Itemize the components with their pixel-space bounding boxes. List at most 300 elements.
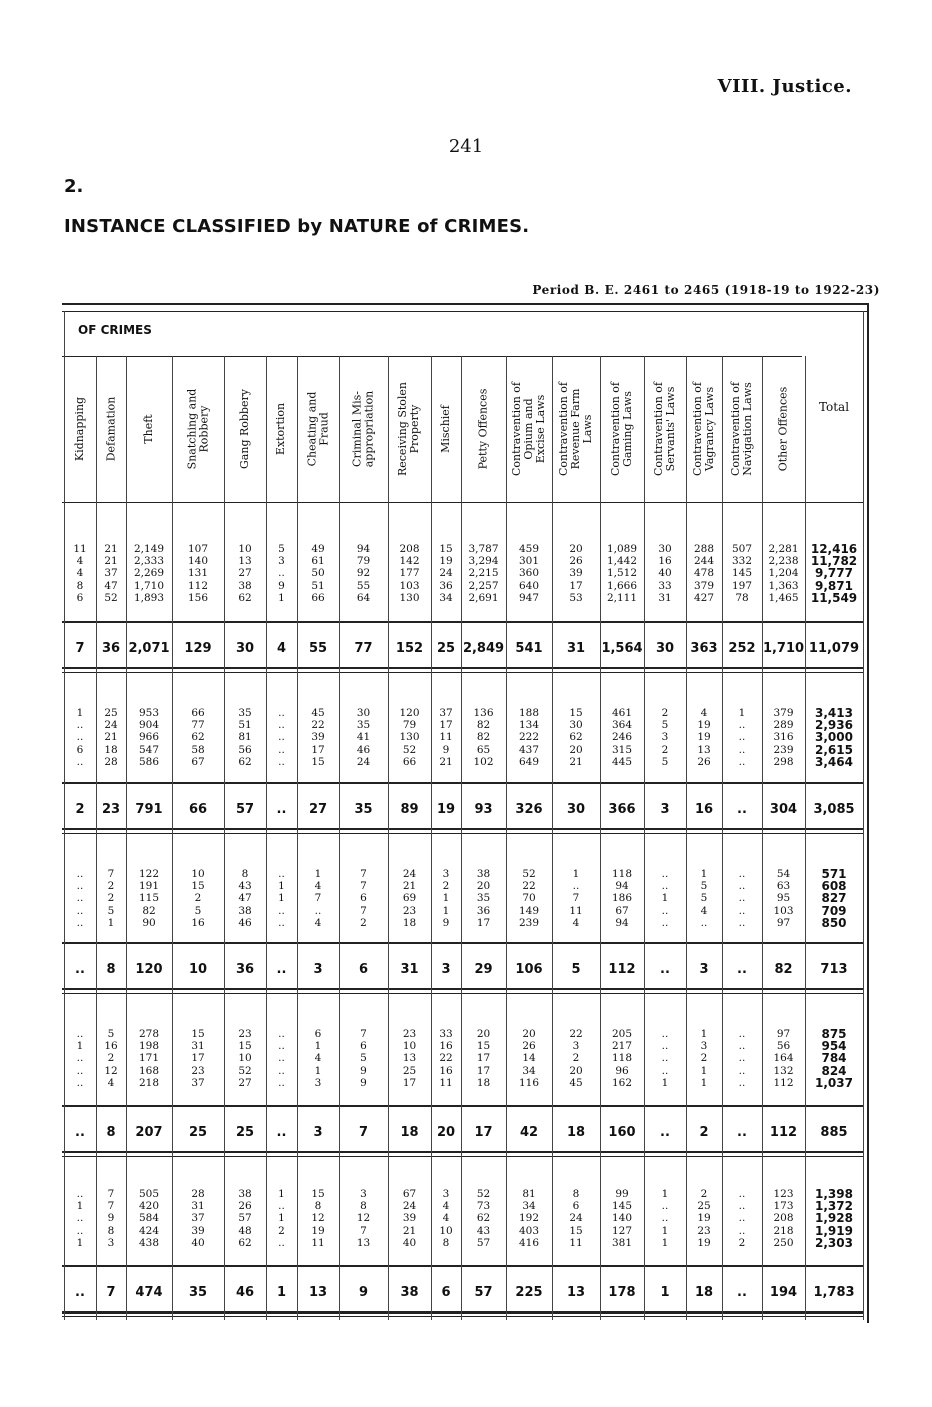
table-cell: 18 bbox=[476, 1076, 491, 1089]
table-cell: 62 bbox=[569, 731, 583, 744]
table-cell: .. bbox=[738, 743, 746, 756]
table-cell: 4 bbox=[314, 916, 322, 929]
summary-cell: 30 bbox=[655, 641, 675, 656]
table-cell: 65 bbox=[476, 743, 491, 756]
table-cell: 38 bbox=[238, 1188, 252, 1200]
table-cell: 7 bbox=[107, 1188, 115, 1200]
table-cell: 6 bbox=[360, 1040, 367, 1053]
table-cell: 22 bbox=[522, 880, 536, 893]
table-cell: 288 bbox=[693, 543, 715, 555]
summary-cell: 6 bbox=[358, 962, 369, 977]
table-cell: 7 bbox=[360, 1028, 367, 1040]
table-cell: 27 bbox=[238, 567, 252, 580]
column-header-label: Contravention of Navigation Laws bbox=[729, 381, 755, 477]
table-cell: 5 bbox=[700, 892, 708, 905]
table-cell: 7 bbox=[107, 1200, 115, 1213]
table-cell: 461 bbox=[611, 707, 633, 719]
table-cell: 52 bbox=[402, 743, 417, 756]
table-cell: 3 bbox=[661, 731, 669, 744]
column-header-label: Cheating and Fraud bbox=[305, 391, 331, 467]
table-cell: .. bbox=[76, 1224, 84, 1237]
summary-cell: .. bbox=[276, 802, 287, 817]
horizontal-rule bbox=[62, 311, 867, 312]
table-cell: 31 bbox=[191, 1200, 205, 1213]
table-cell: 45 bbox=[569, 1076, 583, 1089]
table-cell: 2,238 bbox=[768, 555, 799, 568]
table-cell: .. bbox=[661, 1064, 669, 1077]
summary-cell: 18 bbox=[566, 1125, 586, 1140]
table-cell: .. bbox=[661, 880, 669, 893]
table-cell: 94 bbox=[615, 916, 629, 929]
table-cell: 34 bbox=[522, 1064, 536, 1077]
row-total: 827 bbox=[821, 891, 847, 906]
summary-cell: .. bbox=[276, 1125, 287, 1140]
summary-rule-bottom-double bbox=[62, 1156, 864, 1157]
table-cell: .. bbox=[738, 1040, 746, 1053]
table-cell: .. bbox=[738, 868, 746, 880]
column-header-label: Other Offences bbox=[776, 386, 790, 472]
table-cell: 239 bbox=[773, 743, 794, 756]
table-cell: 1 bbox=[278, 1212, 285, 1225]
table-cell: .. bbox=[738, 1052, 746, 1065]
table-cell: 1 bbox=[661, 1236, 669, 1249]
table-cell: 103 bbox=[399, 579, 420, 592]
table-cell: 57 bbox=[476, 1236, 491, 1249]
table-cell: 67 bbox=[402, 1188, 417, 1200]
table-cell: 52 bbox=[522, 868, 536, 880]
table-cell: 37 bbox=[191, 1076, 205, 1089]
table-cell: 9 bbox=[442, 743, 450, 756]
summary-cell: 5 bbox=[571, 962, 581, 977]
table-cell: .. bbox=[278, 1200, 285, 1213]
table-cell: 17 bbox=[569, 579, 583, 592]
table-cell: 21 bbox=[569, 755, 583, 768]
table-cell: 168 bbox=[138, 1064, 160, 1077]
table-cell: 56 bbox=[776, 1040, 791, 1053]
table-cell: 10 bbox=[402, 1040, 417, 1053]
table-cell: 24 bbox=[439, 567, 453, 580]
table-cell: 244 bbox=[693, 555, 715, 568]
table-cell: 30 bbox=[658, 543, 672, 555]
summary-rule-bottom-double bbox=[62, 833, 864, 834]
column-header bbox=[224, 356, 266, 502]
table-cell: 649 bbox=[518, 755, 540, 768]
table-cell: .. bbox=[572, 880, 580, 893]
row-total: 3,464 bbox=[815, 754, 853, 769]
summary-cell: 112 bbox=[608, 962, 636, 977]
table-cell: 38 bbox=[476, 868, 491, 880]
table-cell: 8 bbox=[442, 1236, 450, 1249]
table-cell: 24 bbox=[569, 1212, 583, 1225]
summary-cell: 178 bbox=[608, 1285, 636, 1300]
table-cell: 35 bbox=[476, 892, 491, 905]
summary-cell: 35 bbox=[354, 802, 373, 817]
table-cell: 360 bbox=[518, 567, 540, 580]
table-cell: 17 bbox=[476, 1064, 491, 1077]
table-cell: 5 bbox=[360, 1052, 367, 1065]
table-cell: 95 bbox=[776, 892, 791, 905]
summary-cell: 1,710 bbox=[762, 641, 805, 656]
summary-cell: .. bbox=[276, 962, 287, 977]
table-cell: 112 bbox=[773, 1076, 794, 1089]
table-cell: 12 bbox=[104, 1064, 118, 1077]
summary-cell: 1,783 bbox=[813, 1285, 855, 1300]
table-cell: 22 bbox=[311, 719, 325, 732]
table-cell: 123 bbox=[773, 1188, 794, 1200]
summary-cell: 10 bbox=[188, 962, 208, 977]
column-header bbox=[297, 356, 339, 502]
table-cell: 3,787 bbox=[468, 543, 499, 555]
table-cell: .. bbox=[661, 904, 669, 917]
table-cell: 20 bbox=[569, 1064, 583, 1077]
table-cell: 28 bbox=[191, 1188, 205, 1200]
table-cell: 164 bbox=[773, 1052, 794, 1065]
table-cell: 1,363 bbox=[768, 579, 799, 592]
table-cell: 218 bbox=[138, 1076, 160, 1089]
table-cell: 1,710 bbox=[133, 579, 165, 592]
table-cell: 1,204 bbox=[768, 567, 799, 580]
column-header-label: Defamation bbox=[104, 396, 117, 462]
group-label: OF CRIMES bbox=[78, 323, 152, 337]
summary-cell: 77 bbox=[354, 641, 373, 656]
column-header bbox=[339, 356, 388, 502]
table-cell: 79 bbox=[402, 719, 417, 732]
table-cell: 18 bbox=[104, 743, 118, 756]
table-cell: .. bbox=[278, 1064, 285, 1077]
row-total: 608 bbox=[821, 879, 847, 894]
table-cell: 19 bbox=[697, 1212, 711, 1225]
table-cell: 6 bbox=[76, 743, 84, 756]
table-cell: 1 bbox=[442, 892, 450, 905]
table-cell: 33 bbox=[658, 579, 672, 592]
column-header-label: Contravention of Vagrancy Laws bbox=[691, 381, 717, 477]
table-cell: 1 bbox=[278, 880, 285, 893]
table-cell: 12 bbox=[311, 1212, 325, 1225]
table-cell: 1 bbox=[738, 707, 746, 719]
table-cell: 427 bbox=[693, 591, 715, 604]
table-cell: .. bbox=[76, 1052, 84, 1065]
table-cell: 70 bbox=[522, 892, 536, 905]
table-cell: 24 bbox=[104, 719, 118, 732]
table-cell: 21 bbox=[104, 731, 118, 744]
table-cell: 640 bbox=[518, 579, 540, 592]
table-cell: 149 bbox=[518, 904, 540, 917]
table-cell: 11 bbox=[73, 543, 87, 555]
table-cell: 2 bbox=[107, 892, 115, 905]
table-cell: 39 bbox=[191, 1224, 205, 1237]
table-cell: 11 bbox=[439, 1076, 453, 1089]
table-cell: 162 bbox=[611, 1076, 633, 1089]
table-cell: .. bbox=[278, 731, 285, 744]
table-cell: 9 bbox=[442, 916, 450, 929]
table-cell: 505 bbox=[138, 1188, 160, 1200]
row-total: 9,871 bbox=[815, 578, 853, 593]
summary-cell: 160 bbox=[608, 1125, 636, 1140]
table-cell: 21 bbox=[104, 543, 118, 555]
summary-rule-bottom bbox=[62, 1151, 864, 1153]
table-cell: 47 bbox=[104, 579, 118, 592]
column-header bbox=[686, 356, 722, 502]
column-rule bbox=[805, 356, 806, 1320]
table-cell: .. bbox=[661, 1212, 669, 1225]
table-cell: 11 bbox=[569, 1236, 583, 1249]
table-cell: 25 bbox=[697, 1200, 711, 1213]
table-cell: 8 bbox=[107, 1224, 115, 1237]
summary-cell: 13 bbox=[308, 1285, 328, 1300]
row-total: 3,413 bbox=[815, 706, 853, 720]
horizontal-rule bbox=[62, 502, 864, 503]
table-cell: 55 bbox=[356, 579, 371, 592]
table-cell: 41 bbox=[356, 731, 371, 744]
table-cell: 11 bbox=[569, 904, 583, 917]
summary-cell: 3 bbox=[660, 802, 670, 817]
summary-cell: 17 bbox=[474, 1125, 493, 1140]
summary-rule-bottom bbox=[62, 828, 864, 830]
table-cell: 1 bbox=[278, 1188, 285, 1200]
table-cell: 6 bbox=[360, 892, 367, 905]
summary-cell: 791 bbox=[135, 802, 163, 817]
table-cell: 1 bbox=[314, 1040, 322, 1053]
table-cell: .. bbox=[76, 719, 84, 732]
table-cell: 1,442 bbox=[606, 555, 638, 568]
table-cell: 132 bbox=[773, 1064, 794, 1077]
table-cell: 17 bbox=[439, 719, 453, 732]
table-cell: 7 bbox=[360, 880, 367, 893]
table-cell: 1 bbox=[700, 1076, 708, 1089]
table-cell: 186 bbox=[611, 892, 633, 905]
table-cell: 62 bbox=[476, 1212, 491, 1225]
column-rule bbox=[863, 311, 864, 1320]
column-header-label: Receiving Stolen Property bbox=[396, 381, 422, 477]
table-cell: .. bbox=[76, 904, 84, 917]
table-cell: .. bbox=[278, 567, 285, 580]
table-cell: 208 bbox=[773, 1212, 794, 1225]
table-cell: 7 bbox=[572, 892, 580, 905]
table-cell: 1 bbox=[661, 1224, 669, 1237]
table-cell: 26 bbox=[238, 1200, 252, 1213]
table-cell: 118 bbox=[611, 1052, 633, 1065]
table-cell: 48 bbox=[238, 1224, 252, 1237]
table-cell: 38 bbox=[238, 904, 252, 917]
table-cell: 51 bbox=[311, 579, 325, 592]
column-header-label: Gang Robbery bbox=[238, 389, 252, 469]
table-cell: 437 bbox=[518, 743, 540, 756]
table-cell: 20 bbox=[476, 880, 491, 893]
summary-cell: 20 bbox=[436, 1125, 456, 1140]
table-cell: 4 bbox=[76, 567, 84, 580]
summary-cell: 18 bbox=[694, 1285, 714, 1300]
table-cell: .. bbox=[738, 1212, 746, 1225]
summary-cell: 112 bbox=[769, 1125, 798, 1140]
table-cell: .. bbox=[278, 743, 285, 756]
summary-rule-bottom bbox=[62, 1311, 864, 1314]
summary-rule-bottom-double bbox=[62, 672, 864, 673]
table-cell: 10 bbox=[238, 1052, 252, 1065]
summary-cell: 1 bbox=[276, 1285, 287, 1300]
table-cell: 5 bbox=[278, 543, 285, 555]
summary-cell: 23 bbox=[101, 802, 121, 817]
summary-rule-bottom-double bbox=[62, 993, 864, 994]
table-cell: 43 bbox=[238, 880, 252, 893]
table-cell: 24 bbox=[402, 868, 417, 880]
table-cell: 173 bbox=[773, 1200, 794, 1213]
table-cell: 20 bbox=[476, 1028, 491, 1040]
table-cell: 107 bbox=[187, 543, 209, 555]
summary-cell: 3 bbox=[699, 962, 709, 977]
summary-rule-bottom bbox=[62, 988, 864, 990]
table-cell: 1 bbox=[278, 892, 285, 905]
summary-cell: 93 bbox=[474, 802, 493, 817]
table-cell: 13 bbox=[402, 1052, 417, 1065]
table-cell: 94 bbox=[615, 880, 629, 893]
row-total: 954 bbox=[821, 1039, 847, 1054]
table-cell: 39 bbox=[569, 567, 583, 580]
row-total: 9,777 bbox=[815, 566, 853, 581]
table-cell: 21 bbox=[439, 755, 453, 768]
table-cell: 20 bbox=[569, 543, 583, 555]
summary-cell: 541 bbox=[515, 641, 543, 656]
summary-cell: 25 bbox=[436, 641, 456, 656]
table-cell: 278 bbox=[138, 1028, 160, 1040]
table-cell: 2 bbox=[700, 1188, 708, 1200]
summary-cell: 7 bbox=[106, 1285, 116, 1300]
table-cell: .. bbox=[738, 1224, 746, 1237]
row-total: 2,303 bbox=[815, 1235, 853, 1250]
row-total: 2,936 bbox=[815, 718, 853, 733]
table-cell: 332 bbox=[731, 555, 753, 568]
table-cell: 2,691 bbox=[468, 591, 499, 604]
table-cell: 3 bbox=[360, 1188, 367, 1200]
column-header-label: Contravention of Opium and Excise Laws bbox=[510, 381, 548, 477]
row-total: 850 bbox=[821, 915, 847, 930]
table-cell: .. bbox=[278, 1236, 285, 1249]
table-cell: 82 bbox=[476, 719, 491, 732]
table-cell: 7 bbox=[360, 868, 367, 880]
column-header-label: Contravention of Revenue Farm Laws bbox=[557, 381, 595, 477]
table-cell: 2,333 bbox=[133, 555, 165, 568]
summary-cell: 3 bbox=[313, 1125, 323, 1140]
table-cell: 140 bbox=[187, 555, 209, 568]
table-cell: 38 bbox=[238, 579, 252, 592]
table-cell: .. bbox=[76, 1064, 84, 1077]
summary-cell: 8 bbox=[106, 1125, 116, 1140]
summary-cell: 13 bbox=[566, 1285, 586, 1300]
horizontal-rule bbox=[62, 303, 867, 305]
table-cell: 424 bbox=[138, 1224, 160, 1237]
summary-cell: .. bbox=[660, 962, 670, 977]
table-cell: .. bbox=[661, 1040, 669, 1053]
table-cell: 1 bbox=[700, 1028, 708, 1040]
table-cell: 31 bbox=[658, 591, 672, 604]
summary-cell: 474 bbox=[135, 1285, 163, 1300]
table-cell: 43 bbox=[476, 1224, 491, 1237]
summary-cell: 46 bbox=[235, 1285, 255, 1300]
table-cell: 5 bbox=[107, 1028, 115, 1040]
table-cell: 379 bbox=[773, 707, 794, 719]
column-header bbox=[762, 356, 805, 502]
table-cell: 1 bbox=[107, 916, 115, 929]
column-header bbox=[600, 356, 644, 502]
table-cell: 142 bbox=[399, 555, 420, 568]
table-cell: 15 bbox=[439, 543, 453, 555]
table-number: 2. bbox=[64, 176, 84, 197]
table-cell: 77 bbox=[191, 719, 205, 732]
table-cell: 19 bbox=[439, 555, 453, 568]
table-cell: 904 bbox=[138, 719, 160, 732]
table-cell: 17 bbox=[402, 1076, 417, 1089]
table-cell: 40 bbox=[191, 1236, 205, 1249]
table-cell: 82 bbox=[142, 904, 156, 917]
table-cell: .. bbox=[661, 1052, 669, 1065]
table-cell: 2,149 bbox=[133, 543, 165, 555]
table-cell: 188 bbox=[518, 707, 540, 719]
table-cell: 2,281 bbox=[768, 543, 799, 555]
table-cell: .. bbox=[278, 868, 285, 880]
summary-cell: 129 bbox=[184, 641, 212, 656]
table-cell: 19 bbox=[697, 719, 711, 732]
table-cell: 27 bbox=[238, 1076, 252, 1089]
column-header bbox=[461, 356, 506, 502]
table-cell: 39 bbox=[311, 731, 325, 744]
table-cell: 445 bbox=[611, 755, 633, 768]
table-cell: 69 bbox=[402, 892, 417, 905]
table-cell: 222 bbox=[518, 731, 540, 744]
summary-cell: 42 bbox=[519, 1125, 539, 1140]
row-total: 1,372 bbox=[815, 1199, 853, 1214]
table-cell: 250 bbox=[773, 1236, 794, 1249]
table-cell: 16 bbox=[104, 1040, 118, 1053]
row-total: 3,000 bbox=[815, 730, 853, 745]
table-cell: 23 bbox=[697, 1224, 711, 1237]
table-cell: 3 bbox=[442, 1188, 450, 1200]
table-cell: 478 bbox=[693, 567, 715, 580]
table-cell: 102 bbox=[473, 755, 494, 768]
table-cell: 78 bbox=[735, 591, 749, 604]
summary-cell: 25 bbox=[188, 1125, 208, 1140]
table-cell: 122 bbox=[138, 868, 160, 880]
section-title: VIII. Justice. bbox=[717, 76, 852, 97]
table-cell: .. bbox=[738, 1028, 746, 1040]
table-cell: 62 bbox=[238, 1236, 252, 1249]
table-cell: 197 bbox=[731, 579, 753, 592]
table-cell: 4 bbox=[314, 880, 322, 893]
table-cell: 5 bbox=[107, 904, 115, 917]
table-cell: 2 bbox=[278, 1224, 285, 1237]
row-total: 1,919 bbox=[815, 1223, 853, 1238]
table-cell: 35 bbox=[238, 707, 252, 719]
table-cell: .. bbox=[700, 916, 708, 929]
row-total: 824 bbox=[821, 1063, 847, 1078]
table-cell: 1 bbox=[314, 1064, 322, 1077]
table-cell: 37 bbox=[104, 567, 118, 580]
summary-rule-top bbox=[62, 1105, 864, 1107]
summary-cell: 6 bbox=[441, 1285, 451, 1300]
table-cell: 136 bbox=[473, 707, 494, 719]
table-cell: .. bbox=[314, 904, 322, 917]
table-cell: 301 bbox=[518, 555, 540, 568]
row-total: 875 bbox=[821, 1027, 847, 1041]
table-cell: 8 bbox=[314, 1200, 322, 1213]
summary-cell: .. bbox=[737, 1285, 747, 1300]
table-cell: 586 bbox=[138, 755, 160, 768]
summary-cell: 57 bbox=[235, 802, 255, 817]
table-cell: 79 bbox=[356, 555, 371, 568]
table-cell: 23 bbox=[238, 1028, 252, 1040]
table-cell: 438 bbox=[138, 1236, 160, 1249]
summary-cell: .. bbox=[737, 802, 747, 817]
table-cell: 6 bbox=[572, 1200, 580, 1213]
table-cell: 298 bbox=[773, 755, 794, 768]
